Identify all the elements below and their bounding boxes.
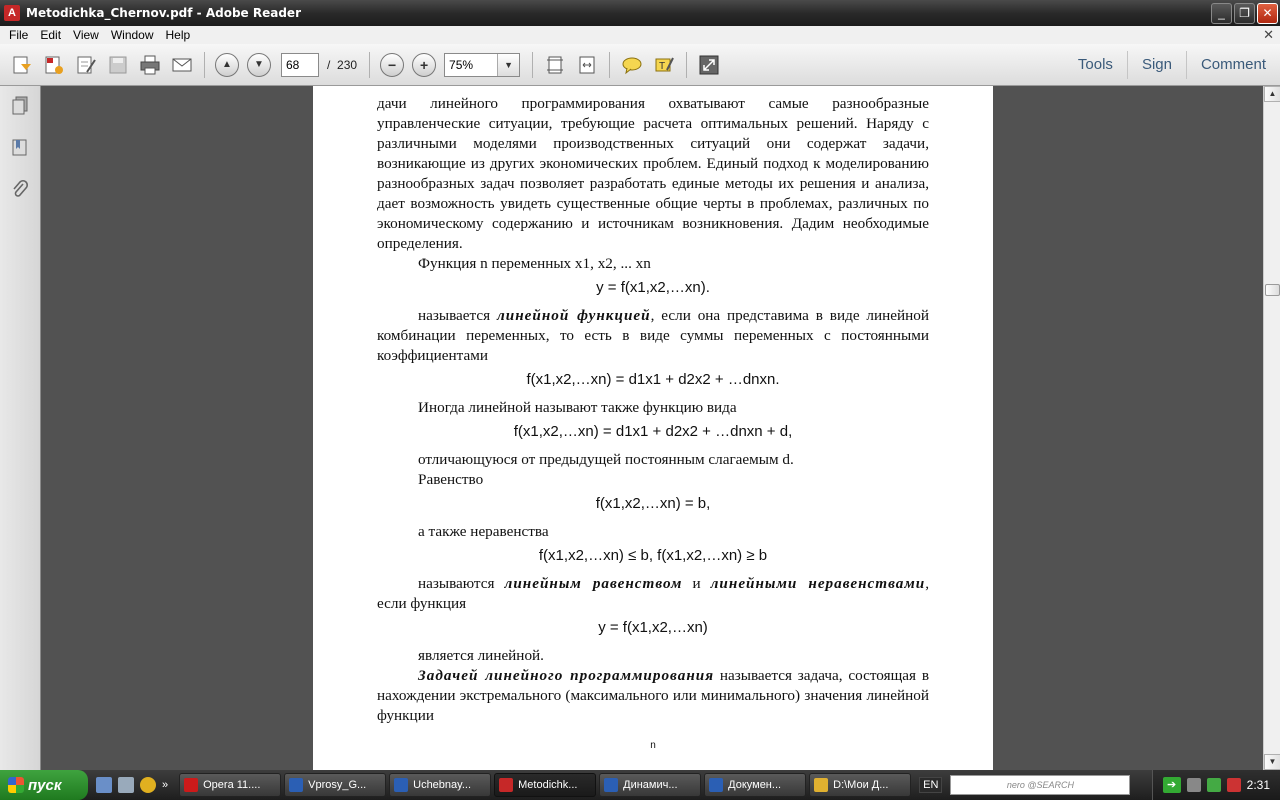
task-app-icon [289, 778, 303, 792]
minimize-button[interactable]: _ [1211, 3, 1232, 24]
task-app-icon [184, 778, 198, 792]
paragraph: а также неравенства [418, 523, 549, 540]
emphasis-term: линейными неравенствами [710, 575, 926, 592]
task-app-icon [814, 778, 828, 792]
scroll-thumb[interactable] [1265, 284, 1280, 296]
comment-tab[interactable]: Comment [1186, 51, 1280, 79]
formula: f(x1,x2,…xn) = d1x1 + d2x2 + …dnxn + d, [513, 423, 793, 440]
zoom-select[interactable] [444, 53, 520, 77]
page-number-input[interactable] [281, 53, 319, 77]
function-intro: Функция n переменных x1, x2, ... xn [418, 255, 651, 272]
minus-icon: − [380, 53, 404, 77]
start-button[interactable] [0, 770, 88, 800]
toolbar-divider [609, 52, 610, 78]
vertical-scrollbar[interactable] [1263, 86, 1280, 770]
pages-icon [10, 95, 30, 115]
zoom-in-button[interactable] [410, 51, 438, 79]
tray-security-icon[interactable] [1227, 778, 1241, 792]
task-app-icon [394, 778, 408, 792]
formula: f(x1,x2,…xn) ≤ b, f(x1,x2,…xn) ≥ b [538, 547, 768, 564]
create-pdf-button[interactable] [8, 51, 36, 79]
toolbar-divider [532, 52, 533, 78]
text-run: называется задача, состоящая в нахождении экстремального (максимального или минимального) значения линейной функции [377, 667, 930, 724]
next-page-button[interactable] [245, 51, 273, 79]
close-document-icon[interactable]: ✕ [1263, 27, 1274, 42]
print-button[interactable] [136, 51, 164, 79]
expand-icon [698, 54, 720, 76]
menu-edit[interactable]: Edit [40, 28, 62, 42]
task-label: Динамич... [623, 779, 678, 791]
fit-width-icon [576, 54, 598, 76]
text-run: и [682, 575, 711, 592]
tray-volume-icon[interactable] [1187, 778, 1201, 792]
taskbar-task-button[interactable] [494, 773, 596, 797]
language-indicator[interactable]: EN [919, 777, 942, 793]
title-bar [0, 0, 1280, 26]
task-app-icon [604, 778, 618, 792]
toolbar-divider [204, 52, 205, 78]
tray-network-icon[interactable] [1207, 778, 1221, 792]
emphasis-term: линейной функцией [496, 307, 651, 324]
paragraph [377, 254, 929, 274]
taskbar-task-button[interactable] [284, 773, 386, 797]
add-sticky-note-button[interactable] [618, 51, 646, 79]
formula: f(x1,x2,…xn) = d1x1 + d2x2 + …dnxn. [526, 371, 780, 388]
attachments-button[interactable] [9, 178, 31, 200]
maximize-button[interactable]: ❐ [1234, 3, 1255, 24]
start-label: пуск [28, 776, 62, 794]
close-button[interactable]: ✕ [1257, 3, 1278, 24]
search-go-icon[interactable]: ➔ [1163, 777, 1181, 793]
system-tray [1152, 770, 1280, 800]
export-pdf-button[interactable] [40, 51, 68, 79]
toolbar-divider [369, 52, 370, 78]
text-run: , если она представима в виде линейной комбинации переменных, то есть в виде суммы переменных с постоянными коэффициентами [377, 307, 929, 364]
task-app-icon [709, 778, 723, 792]
emphasis-term: линейным равенством [504, 575, 683, 592]
page-text [377, 94, 929, 764]
paperclip-icon [10, 179, 30, 199]
task-buttons [176, 773, 911, 797]
taskbar-task-button[interactable] [704, 773, 806, 797]
task-label: Докумен... [728, 779, 782, 791]
formula: y = f(x1,x2,…xn). [596, 279, 710, 296]
task-label: Vprosy_G... [308, 779, 367, 791]
adobe-reader-icon: A [4, 5, 20, 21]
quick-launch [96, 777, 168, 793]
task-label: D:\Мои Д... [833, 779, 889, 791]
task-pane-tabs [1064, 44, 1280, 86]
email-button[interactable] [168, 51, 196, 79]
bookmarks-button[interactable] [9, 136, 31, 158]
read-mode-button[interactable] [695, 51, 723, 79]
windows-logo-icon [8, 777, 24, 793]
text-run: называется [418, 307, 497, 324]
sign-tab[interactable]: Sign [1127, 51, 1186, 79]
scroll-down-button[interactable]: ▼ [1264, 754, 1280, 770]
paragraph: дачи линейного программирования охватывают самые разнообразные управленческие ситуации, требующие расчета оптимальных решений. Наряду с различными моделями производственных ситуаций они содержат задачи, возникающие из других экономических проблем. Единый подход к моделированию разнообразных задач позволяет разработать единые методы их решения и анализа, дает возможность увидеть существенные общие черты в проблемах, различных по экономическому содержанию и источникам возникновения. Дадим необходимые определения. [377, 95, 929, 252]
fit-width-button[interactable] [573, 51, 601, 79]
page-thumbnails-button[interactable] [9, 94, 31, 116]
page-total: 230 [337, 57, 358, 72]
quicklaunch-more-icon[interactable]: » [162, 779, 169, 791]
zoom-out-button[interactable] [378, 51, 406, 79]
formula: f(x1,x2,…xn) = b, [595, 495, 711, 512]
paragraph [377, 574, 929, 614]
edit-pdf-button[interactable] [72, 51, 100, 79]
toolbar [0, 44, 1280, 86]
print-icon [139, 54, 161, 76]
menu-help[interactable]: Help [165, 28, 191, 42]
comment-bubble-icon [621, 54, 643, 76]
svg-text:T: T [659, 60, 666, 72]
zoom-input[interactable] [445, 54, 497, 76]
highlighter-icon [653, 54, 675, 76]
bookmark-icon [10, 137, 30, 157]
create-pdf-icon [11, 54, 33, 76]
save-icon [107, 54, 129, 76]
paragraph [377, 306, 929, 366]
menu-window[interactable]: Window [110, 28, 154, 42]
taskbar-task-button[interactable] [809, 773, 911, 797]
fit-page-button[interactable] [541, 51, 569, 79]
arrow-up-icon: ▲ [215, 53, 239, 77]
quicklaunch-app-icon[interactable] [140, 777, 156, 793]
formula: y = f(x1,x2,…xn) [598, 619, 708, 636]
clock: 2:31 [1246, 778, 1270, 792]
paragraph [377, 666, 929, 726]
menu-view[interactable]: View [73, 28, 99, 42]
envelope-icon [171, 54, 193, 76]
menu-bar [0, 26, 1280, 44]
save-button[interactable] [104, 51, 132, 79]
pdf-page [313, 86, 993, 770]
window-controls [1211, 3, 1278, 24]
menu-file[interactable]: File [9, 28, 29, 42]
export-pdf-icon [43, 54, 65, 76]
emphasis-term: Задачей линейного программирования [418, 667, 715, 684]
paragraph: Равенство [418, 471, 484, 488]
scroll-up-button[interactable]: ▲ [1264, 86, 1280, 102]
plus-icon: + [412, 53, 436, 77]
toolbar-divider [686, 52, 687, 78]
window-title: Metodichka_Chernov.pdf - Adobe Reader [26, 6, 301, 20]
quicklaunch-app-icon[interactable] [96, 777, 112, 793]
show-desktop-icon[interactable] [118, 777, 134, 793]
text-run: , если функция [377, 575, 929, 612]
document-viewport[interactable] [41, 86, 1263, 770]
tools-tab[interactable]: Tools [1077, 56, 1113, 73]
fit-page-icon [544, 54, 566, 76]
paragraph: Иногда линейной называют также функцию вида [418, 399, 737, 416]
taskbar [0, 770, 1280, 800]
taskbar-task-button[interactable] [179, 773, 281, 797]
edit-pdf-icon [75, 54, 97, 76]
paragraph: отличающуюся от предыдущей постоянным слагаемым d. [418, 451, 794, 468]
page-separator: / [327, 57, 331, 72]
navigation-pane [0, 86, 41, 770]
task-label: Opera 11.... [203, 779, 261, 791]
paragraph: является линейной. [418, 647, 544, 664]
task-label: Uchebnay... [413, 779, 472, 791]
page-total-label [327, 58, 357, 72]
chevron-down-icon[interactable]: ▼ [497, 54, 519, 76]
previous-page-button[interactable] [213, 51, 241, 79]
taskbar-task-button[interactable] [599, 773, 701, 797]
task-app-icon [499, 778, 513, 792]
highlight-text-button[interactable] [650, 51, 678, 79]
formula-fragment: n [650, 740, 656, 751]
arrow-down-icon: ▼ [247, 53, 271, 77]
nero-search-box[interactable]: nero @SEARCH [950, 775, 1130, 795]
taskbar-task-button[interactable] [389, 773, 491, 797]
text-run: называются [418, 575, 505, 592]
task-label: Metodichk... [518, 779, 578, 791]
